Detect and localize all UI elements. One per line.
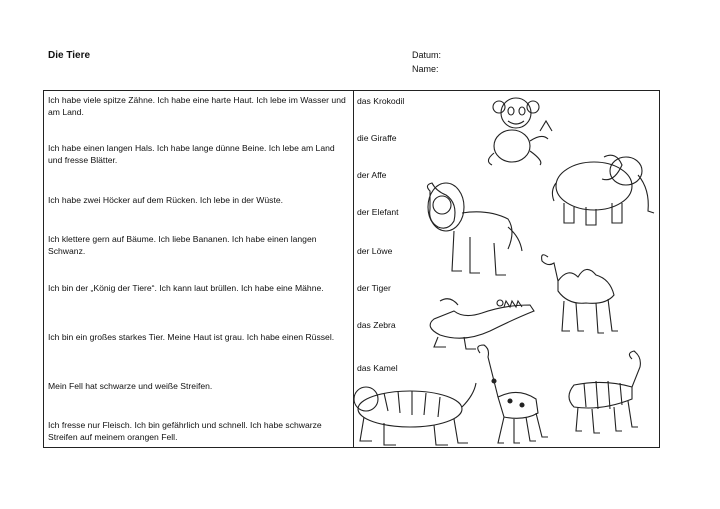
sentence-6: Ich bin ein großes starkes Tier. Meine Haut ist grau. Ich habe einen Rüssel. — [48, 332, 335, 342]
camel-illustration — [542, 255, 618, 333]
sentence-3: Ich habe zwei Höcker auf dem Rücken. Ich lebe in der Wüste. — [48, 195, 284, 205]
lion-illustration — [427, 183, 522, 275]
elephant-illustration — [552, 155, 654, 225]
animal-name-giraffe: die Giraffe — [357, 133, 397, 143]
sentence-7: Mein Fell hat schwarze und weiße Streifen. — [48, 381, 213, 391]
animal-name-affe: der Affe — [357, 170, 387, 180]
name-label: Name: — [412, 64, 439, 74]
sentence-5: Ich bin der „König der Tiere“. Ich kann laut brüllen. Ich habe eine Mähne. — [48, 283, 324, 293]
animal-name-loewe: der Löwe — [357, 246, 393, 256]
sentence-4: Ich klettere gern auf Bäume. Ich liebe Bananen. Ich habe einen langen Schwanz. — [48, 234, 317, 256]
tiger-illustration — [354, 383, 476, 445]
animal-name-kamel: das Kamel — [357, 363, 398, 373]
animal-name-krokodil: das Krokodil — [357, 96, 405, 106]
monkey-illustration — [488, 98, 552, 165]
animal-name-elefant: der Elefant — [357, 207, 399, 217]
page-title: Die Tiere — [48, 50, 91, 61]
crocodile-illustration — [430, 299, 534, 349]
giraffe-illustration — [478, 345, 548, 443]
zebra-illustration — [569, 351, 640, 433]
sentence-2: Ich habe einen langen Hals. Ich habe lange dünne Beine. Ich lebe am Land und fresse Blätter. — [48, 143, 335, 165]
animal-name-tiger: der Tiger — [357, 283, 391, 293]
sentence-8: Ich fresse nur Fleisch. Ich bin gefährlich und schnell. Ich habe schwarze Streifen auf meinem orangen Fell. — [48, 420, 322, 442]
animal-name-zebra: das Zebra — [357, 320, 396, 330]
sentence-1: Ich habe viele spitze Zähne. Ich habe eine harte Haut. Ich lebe im Wasser und am Land. — [48, 95, 346, 117]
datum-label: Datum: — [412, 50, 442, 60]
animal-illustrations — [354, 91, 659, 447]
